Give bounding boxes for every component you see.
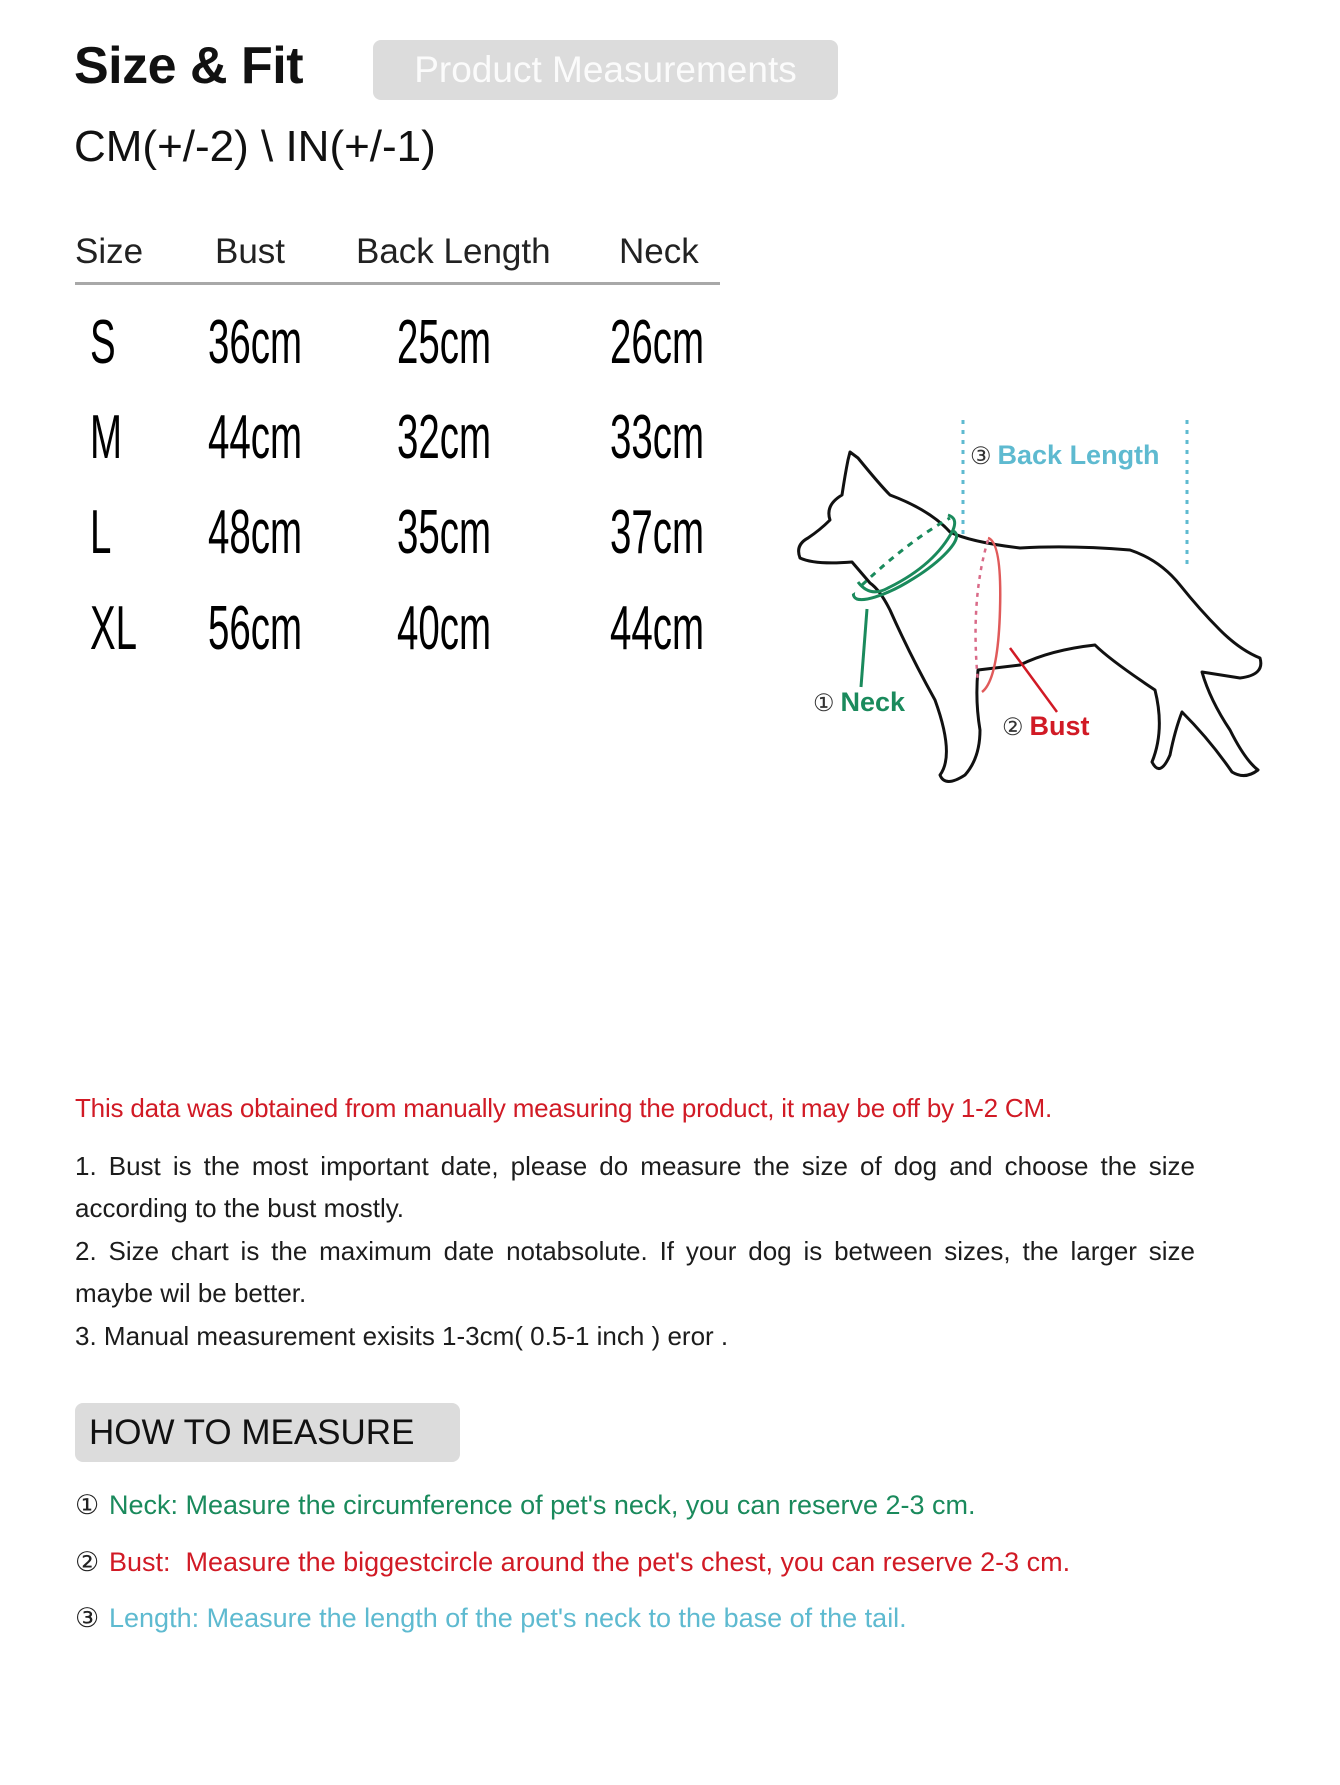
number-2-icon: ② [75, 1547, 100, 1577]
number-1-icon: ① [813, 690, 835, 717]
cell-size: S [90, 308, 116, 377]
neck-collar [846, 520, 965, 611]
page-title: Size & Fit [74, 37, 304, 95]
bust-ring-back [976, 540, 988, 682]
neck-pointer [861, 609, 867, 687]
back-length-label: ③ Back Length [970, 440, 1160, 470]
cell-back-length: 25cm [397, 308, 491, 377]
neck-collar-front [858, 515, 955, 592]
note-item: 3. Manual measurement exisits 1-3cm( 0.5-1 inch ) eror . [75, 1321, 729, 1351]
cell-bust: 56cm [208, 594, 302, 663]
column-header-neck: Neck [619, 232, 699, 271]
column-header-size: Size [75, 232, 144, 271]
units-tolerance: CM(+/-2) \ IN(+/-1) [74, 122, 436, 171]
column-header-bust: Bust [215, 232, 286, 271]
number-1-icon: ① [75, 1490, 100, 1520]
cell-neck: 37cm [610, 498, 704, 567]
cell-neck: 33cm [610, 403, 704, 472]
note-item: 2. Size chart is the maximum date notabsolute. If your dog is between sizes, the larger size maybe wil be better. [75, 1236, 1195, 1308]
cell-back-length: 40cm [397, 594, 491, 663]
dog-measurement-diagram [770, 400, 1270, 800]
column-header-back-length: Back Length [356, 232, 551, 271]
cell-back-length: 32cm [397, 403, 491, 472]
number-3-icon: ③ [75, 1603, 100, 1633]
header-divider [75, 282, 720, 285]
cell-size: L [90, 498, 112, 567]
note-item: 1. Bust is the most important date, please do measure the size of dog and choose the size according to the bust mostly. [75, 1151, 1195, 1223]
measurement-disclaimer: This data was obtained from manually measuring the product, it may be off by 1-2 CM. [75, 1093, 1052, 1123]
cell-bust: 44cm [208, 403, 302, 472]
cell-bust: 36cm [208, 308, 302, 377]
measure-item-neck: ① Neck: Measure the circumference of pet's neck, you can reserve 2-3 cm. [75, 1490, 976, 1520]
bust-label: ② Bust [1002, 711, 1090, 741]
neck-label: ① Neck [813, 687, 906, 717]
measure-item-length: ③ Length: Measure the length of the pet's neck to the base of the tail. [75, 1603, 907, 1633]
cell-size: M [90, 403, 123, 472]
cell-back-length: 35cm [397, 498, 491, 567]
cell-size: XL [90, 594, 138, 663]
number-2-icon: ② [1002, 714, 1024, 741]
cell-neck: 44cm [610, 594, 704, 663]
cell-neck: 26cm [610, 308, 704, 377]
product-measurements-tab[interactable]: Product Measurements [373, 40, 838, 100]
cell-bust: 48cm [208, 498, 302, 567]
how-to-measure-heading: HOW TO MEASURE [75, 1403, 460, 1462]
measure-item-bust: ② Bust: Measure the biggestcircle around the pet's chest, you can reserve 2-3 cm. [75, 1547, 1071, 1577]
number-3-icon: ③ [970, 443, 992, 470]
